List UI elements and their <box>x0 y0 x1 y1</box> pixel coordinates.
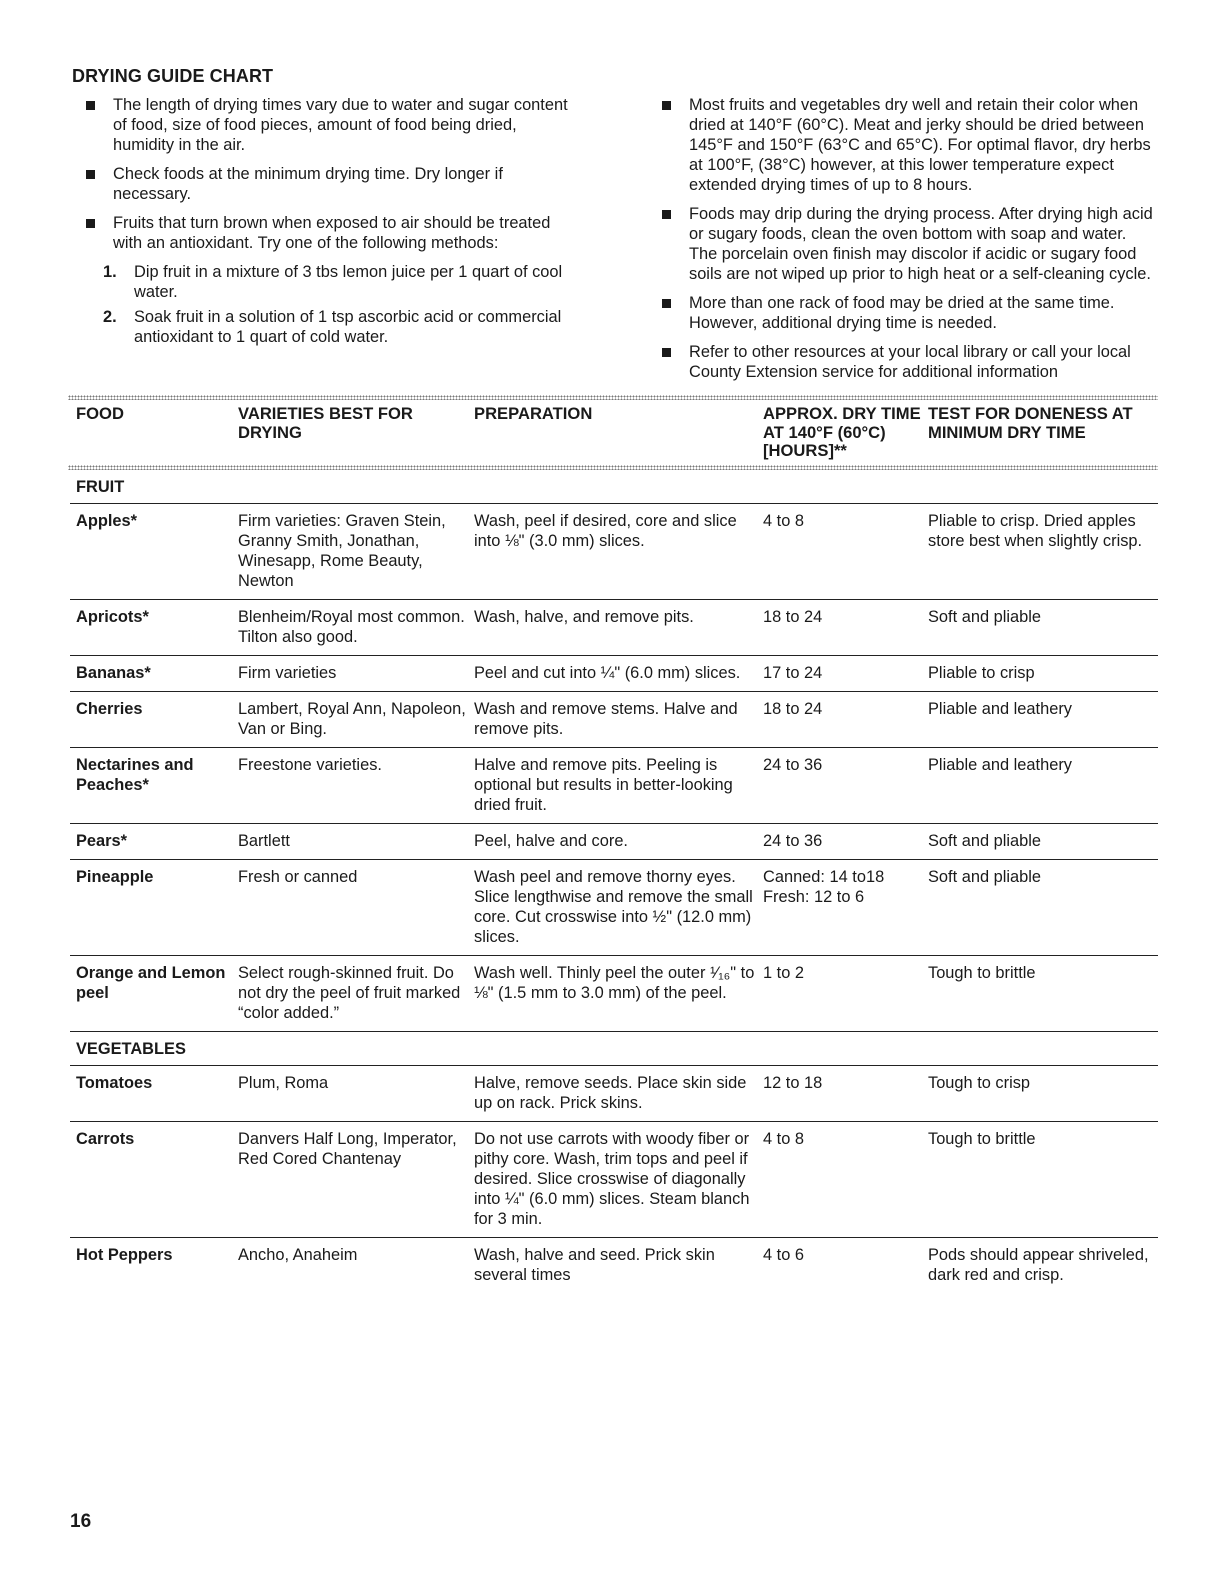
cell-time: 1 to 2 <box>757 955 922 1031</box>
cell-time: 24 to 36 <box>757 747 922 823</box>
table-row <box>70 1121 1158 1237</box>
bullet-item: Foods may drip during the drying process. After drying high acid or sugary foods, clean the oven bottom with soap and water. The porcelain oven finish may discolor if acidic or sugary food soils are not wiped up prior to high heat or a self-cleaning cycle. <box>646 204 1158 284</box>
method-item <box>103 307 582 347</box>
intro-left-column <box>70 95 582 391</box>
cell-food: Carrots <box>70 1121 232 1237</box>
cell-preparation: Do not use carrots with woody fiber or pithy core. Wash, trim tops and peel if desired. Slice crosswise of diagonally into ¼" (6.0 mm) slices. Steam blanch for 3 min. <box>468 1121 757 1237</box>
section-label: FRUIT <box>70 470 1158 504</box>
drying-guide-page <box>70 66 1158 1293</box>
cell-preparation: Wash, peel if desired, core and slice into ⅛" (3.0 mm) slices. <box>468 503 757 599</box>
table-row <box>70 655 1158 691</box>
cell-test: Tough to crisp <box>922 1065 1158 1121</box>
table-header <box>70 400 1158 470</box>
left-bullet-list <box>70 95 582 347</box>
cell-time: 4 to 6 <box>763 1245 805 1264</box>
cell-time: 18 to 24 <box>757 691 922 747</box>
cell-varieties: Firm varieties <box>232 655 468 691</box>
cell-test: Soft and pliable <box>922 599 1158 655</box>
bullet-item <box>70 213 582 347</box>
page-title: DRYING GUIDE CHART <box>72 66 274 86</box>
cell-time: 4 to 8 <box>757 503 922 599</box>
header-doneness-test: TEST FOR DONENESS AT MINIMUM DRY TIME <box>928 404 1133 442</box>
cell-test: Tough to brittle <box>922 955 1158 1031</box>
cell-varieties: Danvers Half Long, Imperator, Red Cored Chantenay <box>232 1121 468 1237</box>
cell-time: 12 to 18 <box>757 1065 922 1121</box>
cell-test: Pods should appear shriveled, dark red and crisp. <box>928 1245 1149 1284</box>
cell-varieties: Freestone varieties. <box>232 747 468 823</box>
bullet-item: Most fruits and vegetables dry well and retain their color when dried at 140°F (60°C). Meat and jerky should be dried between 145°F and 150°F (63°C and 65°C). For optimal flavor, dry herbs at 100°F, (38°C) however, at this lower temperature expect extended drying times of up to 8 hours. <box>646 95 1158 195</box>
bullet-item: The length of drying times vary due to water and sugar content of food, size of food pieces, amount of food being dried, humidity in the air. <box>70 95 582 155</box>
cell-time: 18 to 24 <box>757 599 922 655</box>
cell-time: 17 to 24 <box>757 655 922 691</box>
cell-food: Orange and Lemon peel <box>70 955 232 1031</box>
table-body <box>70 470 1158 1293</box>
cell-preparation: Wash well. Thinly peel the outer ¹⁄₁₆" to ⅛" (1.5 mm to 3.0 mm) of the peel. <box>468 955 757 1031</box>
cell-preparation: Wash and remove stems. Halve and remove pits. <box>468 691 757 747</box>
cell-test: Pliable to crisp. Dried apples store best when slightly crisp. <box>922 503 1158 599</box>
bullet-item: More than one rack of food may be dried at the same time. However, additional drying time is needed. <box>646 293 1158 333</box>
header-preparation: PREPARATION <box>474 404 593 423</box>
cell-test: Soft and pliable <box>922 823 1158 859</box>
drying-guide-table <box>70 400 1158 1293</box>
cell-test: Pliable and leathery <box>922 747 1158 823</box>
cell-preparation: Halve, remove seeds. Place skin side up on rack. Prick skins. <box>468 1065 757 1121</box>
table-row <box>70 503 1158 599</box>
antioxidant-methods-list <box>103 262 582 347</box>
bullet-item: Check foods at the minimum drying time. Dry longer if necessary. <box>70 164 582 204</box>
cell-varieties: Ancho, Anaheim <box>238 1245 358 1264</box>
cell-food: Nectarines and Peaches* <box>70 747 232 823</box>
header-food: FOOD <box>76 404 124 423</box>
section-row-vegetables <box>70 1031 1158 1065</box>
cell-preparation: Wash, halve and seed. Prick skin several times <box>474 1245 715 1284</box>
table-row <box>70 955 1158 1031</box>
method-text: Dip fruit in a mixture of 3 tbs lemon juice per 1 quart of cool water. <box>134 263 563 301</box>
cell-varieties: Plum, Roma <box>232 1065 468 1121</box>
table-row <box>70 859 1158 955</box>
cell-test: Pliable to crisp <box>922 655 1158 691</box>
table-row <box>70 747 1158 823</box>
method-item <box>103 262 582 302</box>
cell-test: Pliable and leathery <box>922 691 1158 747</box>
page-number: 16 <box>70 1511 92 1532</box>
header-dry-time: APPROX. DRY TIME AT 140°F (60°C) [HOURS]** <box>763 404 921 460</box>
cell-food: Apples* <box>70 503 232 599</box>
cell-food: Cherries <box>70 691 232 747</box>
cell-varieties: Bartlett <box>232 823 468 859</box>
cell-preparation: Halve and remove pits. Peeling is optional but results in better-looking dried fruit. <box>468 747 757 823</box>
cell-varieties: Firm varieties: Graven Stein, Granny Smith, Jonathan, Winesapp, Rome Beauty, Newton <box>232 503 468 599</box>
cell-preparation: Wash peel and remove thorny eyes. Slice lengthwise and remove the small core. Cut crosswise into ½" (12.0 mm) slices. <box>468 859 757 955</box>
cell-food: Pears* <box>70 823 232 859</box>
cell-varieties: Select rough-skinned fruit. Do not dry the peel of fruit marked “color added.” <box>232 955 468 1031</box>
cell-varieties: Fresh or canned <box>232 859 468 955</box>
cell-test: Tough to brittle <box>922 1121 1158 1237</box>
cell-food: Tomatoes <box>70 1065 232 1121</box>
table-row <box>70 1237 1158 1293</box>
method-text: Soak fruit in a solution of 1 tsp ascorbic acid or commercial antioxidant to 1 quart of cold water. <box>134 308 562 346</box>
cell-food: Hot Peppers <box>76 1245 173 1264</box>
bullet-item: Refer to other resources at your local library or call your local County Extension service for additional information <box>646 342 1158 382</box>
cell-time: 24 to 36 <box>757 823 922 859</box>
table-row <box>70 1065 1158 1121</box>
method-number: 2. <box>103 308 117 326</box>
cell-time: Canned: 14 to18 Fresh: 12 to 6 <box>757 859 922 955</box>
cell-preparation: Peel, halve and core. <box>468 823 757 859</box>
cell-time: 4 to 8 <box>757 1121 922 1237</box>
right-bullet-list <box>646 95 1158 382</box>
cell-test: Soft and pliable <box>922 859 1158 955</box>
cell-food: Pineapple <box>70 859 232 955</box>
table-row <box>70 599 1158 655</box>
table-row <box>70 823 1158 859</box>
cell-preparation: Peel and cut into ¼" (6.0 mm) slices. <box>468 655 757 691</box>
cell-preparation: Wash, halve, and remove pits. <box>468 599 757 655</box>
bullet-text: Fruits that turn brown when exposed to air should be treated with an antioxidant. Try one of the following methods: <box>113 214 551 252</box>
method-number: 1. <box>103 263 117 281</box>
cell-varieties: Lambert, Royal Ann, Napoleon, Van or Bing. <box>232 691 468 747</box>
intro-right-column <box>646 95 1158 391</box>
header-varieties: VARIETIES BEST FOR DRYING <box>238 404 413 442</box>
intro-columns <box>70 95 1158 391</box>
cell-food: Apricots* <box>70 599 232 655</box>
section-row-fruit <box>70 470 1158 504</box>
cell-varieties: Blenheim/Royal most common. Tilton also good. <box>232 599 468 655</box>
table-row <box>70 691 1158 747</box>
section-label: VEGETABLES <box>70 1031 1158 1065</box>
cell-food: Bananas* <box>70 655 232 691</box>
